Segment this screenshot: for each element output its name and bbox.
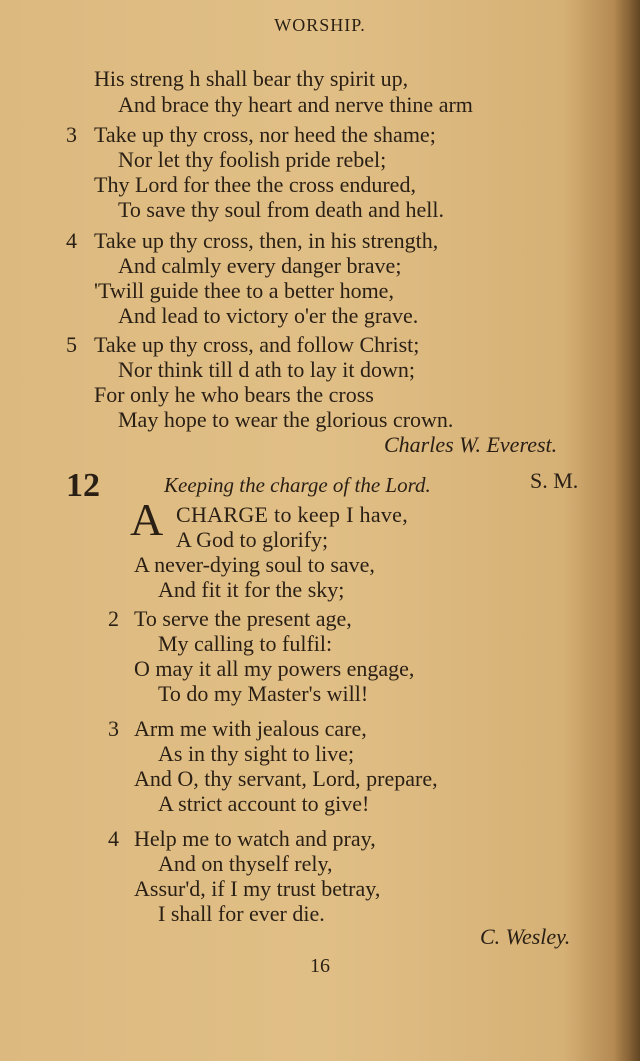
verse-line: Take up thy cross, nor heed the shame; [94,122,436,147]
verse-line: To do my Master's will! [158,681,369,706]
verse-line: A God to glorify; [176,527,329,552]
hymn-number: 12 [66,467,100,504]
hymn-author: Charles W. Everest. [384,432,558,457]
hymn-title: Keeping the charge of the Lord. [164,473,431,497]
verse-line: As in thy sight to live; [158,741,355,766]
verse-line: Help me to watch and pray, [134,826,376,851]
verse-number: 2 [108,606,119,631]
verse-line: Nor think till d ath to lay it down; [118,357,415,382]
verse-line: Assur'd, if I my trust betray, [134,876,381,901]
hymn-meter: S. M. [530,468,579,493]
verse-line: CHARGE to keep I have, [176,502,409,527]
verse-line: His streng h shall bear thy spirit up, [94,66,409,91]
hymn-author: C. Wesley. [480,924,571,949]
running-header: WORSHIP. [274,15,366,35]
verse-line: To save thy soul from death and hell. [118,197,444,222]
verse-line: My calling to fulfil: [158,631,333,656]
verse-line: And brace thy heart and nerve thine arm [118,92,473,117]
drop-cap: A [130,494,164,545]
verse-line: 'Twill guide thee to a better home, [94,278,394,303]
verse-line: A never-dying soul to save, [134,552,375,577]
verse-line: Nor let thy foolish pride rebel; [118,147,387,172]
verse-line: O may it all my powers engage, [134,656,415,681]
verse-number: 4 [66,228,77,253]
verse-line: May hope to wear the glorious crown. [118,407,454,432]
verse-number: 5 [66,332,77,357]
verse-line: Arm me with jealous care, [134,716,367,741]
verse-line: Take up thy cross, and follow Christ; [94,332,420,357]
verse-line: To serve the present age, [134,606,352,631]
page-number: 16 [310,955,330,977]
verse-line: And on thyself rely, [158,851,333,876]
page-edge-shadow [614,0,640,1061]
verse-number: 3 [66,122,77,147]
verse-number: 3 [108,716,119,741]
verse-line: Thy Lord for thee the cross endured, [94,172,416,197]
verse-line: And O, thy servant, Lord, prepare, [134,766,438,791]
verse-line: I shall for ever die. [158,901,325,926]
verse-line: For only he who bears the cross [94,382,374,407]
verse-line: Take up thy cross, then, in his strength, [94,228,439,253]
verse-line: And lead to victory o'er the grave. [118,303,419,328]
verse-line: And fit it for the sky; [158,577,345,602]
verse-line: A strict account to give! [158,791,370,816]
verse-number: 4 [108,826,119,851]
verse-line: And calmly every danger brave; [118,253,402,278]
